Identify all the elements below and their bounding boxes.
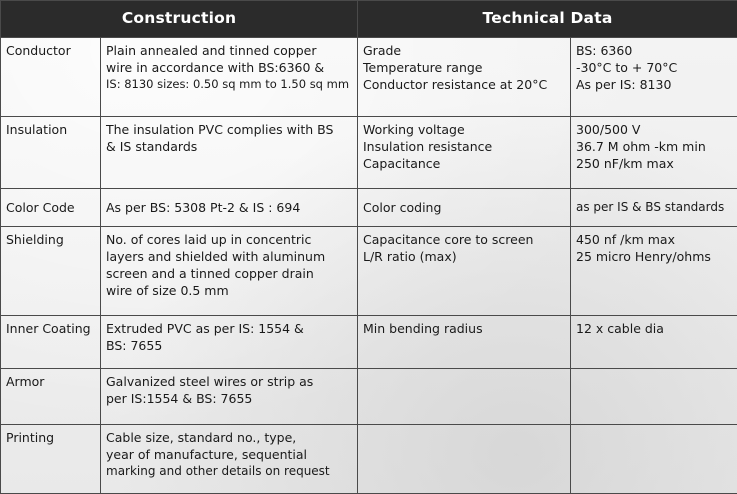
construction-line: & IS standards bbox=[106, 139, 198, 155]
row-label: Shielding bbox=[1, 227, 101, 316]
empty-value-cell bbox=[571, 424, 737, 493]
construction-cell bbox=[101, 189, 358, 227]
table-row bbox=[1, 424, 737, 493]
construction-line: wire in accordance with BS:6360 & bbox=[106, 59, 325, 75]
property-line: Temperature range bbox=[363, 59, 483, 75]
value-line: As per IS: 8130 bbox=[576, 76, 672, 92]
construction-line: per IS:1554 & BS: 7655 bbox=[106, 390, 253, 406]
row-label: Conductor bbox=[1, 37, 101, 116]
property-cell bbox=[358, 227, 571, 316]
property-cell bbox=[358, 37, 571, 116]
property-line: Capacitance bbox=[363, 156, 441, 172]
construction-line: BS: 7655 bbox=[106, 337, 163, 353]
construction-line: IS: 8130 sizes: 0.50 sq mm to 1.50 sq mm bbox=[106, 76, 350, 91]
property-cell bbox=[358, 189, 571, 227]
construction-cell bbox=[101, 424, 358, 493]
value-line: -30°C to + 70°C bbox=[576, 59, 678, 75]
property-cell bbox=[358, 117, 571, 189]
value-line: as per IS & BS standards bbox=[576, 200, 725, 215]
row-label: Color Code bbox=[1, 189, 101, 227]
property-line: Working voltage bbox=[363, 122, 465, 138]
table-row bbox=[1, 227, 737, 316]
property-line: Color coding bbox=[363, 200, 442, 216]
empty-value-cell bbox=[571, 368, 737, 424]
table-row bbox=[1, 189, 737, 227]
construction-line: Galvanized steel wires or strip as bbox=[106, 373, 314, 389]
value-cell bbox=[571, 189, 737, 227]
property-cell bbox=[358, 315, 571, 368]
empty-property-cell bbox=[358, 424, 571, 493]
value-line: 12 x cable dia bbox=[576, 320, 664, 336]
construction-cell bbox=[101, 227, 358, 316]
row-label: Inner Coating bbox=[1, 315, 101, 368]
property-line: Min bending radius bbox=[363, 320, 483, 336]
technical-data-header: Technical Data bbox=[358, 1, 737, 38]
table-row bbox=[1, 37, 737, 116]
construction-line: layers and shielded with aluminum bbox=[106, 249, 326, 265]
construction-header: Construction bbox=[1, 1, 358, 38]
construction-cell bbox=[101, 315, 358, 368]
construction-line: As per BS: 5308 Pt-2 & IS : 694 bbox=[106, 200, 301, 216]
value-cell bbox=[571, 37, 737, 116]
construction-line: Plain annealed and tinned copper bbox=[106, 42, 317, 58]
row-label: Printing bbox=[1, 424, 101, 493]
construction-line: wire of size 0.5 mm bbox=[106, 283, 229, 299]
table-row bbox=[1, 368, 737, 424]
value-line: 25 micro Henry/ohms bbox=[576, 249, 711, 265]
property-line: L/R ratio (max) bbox=[363, 249, 457, 265]
construction-cell bbox=[101, 37, 358, 116]
construction-line: marking and other details on request bbox=[106, 463, 330, 478]
construction-cell bbox=[101, 368, 358, 424]
table-row bbox=[1, 315, 737, 368]
construction-line: Cable size, standard no., type, bbox=[106, 429, 297, 445]
header-row bbox=[1, 1, 737, 38]
value-line: BS: 6360 bbox=[576, 42, 633, 58]
property-line: Conductor resistance at 20°C bbox=[363, 76, 548, 92]
value-line: 450 nf /km max bbox=[576, 232, 675, 248]
construction-cell bbox=[101, 117, 358, 189]
row-label: Armor bbox=[1, 368, 101, 424]
table-row bbox=[1, 117, 737, 189]
row-label: Insulation bbox=[1, 117, 101, 189]
value-cell bbox=[571, 117, 737, 189]
construction-line: screen and a tinned copper drain bbox=[106, 266, 314, 282]
construction-line: Extruded PVC as per IS: 1554 & bbox=[106, 320, 304, 336]
value-line: 36.7 M ohm -km min bbox=[576, 139, 706, 155]
construction-line: year of manufacture, sequential bbox=[106, 446, 308, 462]
construction-line: No. of cores laid up in concentric bbox=[106, 232, 312, 248]
construction-line: The insulation PVC complies with BS bbox=[106, 122, 334, 138]
empty-property-cell bbox=[358, 368, 571, 424]
value-cell bbox=[571, 315, 737, 368]
property-line: Capacitance core to screen bbox=[363, 232, 534, 248]
property-line: Grade bbox=[363, 42, 402, 58]
value-line: 250 nF/km max bbox=[576, 156, 674, 172]
value-line: 300/500 V bbox=[576, 122, 641, 138]
value-cell bbox=[571, 227, 737, 316]
property-line: Insulation resistance bbox=[363, 139, 493, 155]
